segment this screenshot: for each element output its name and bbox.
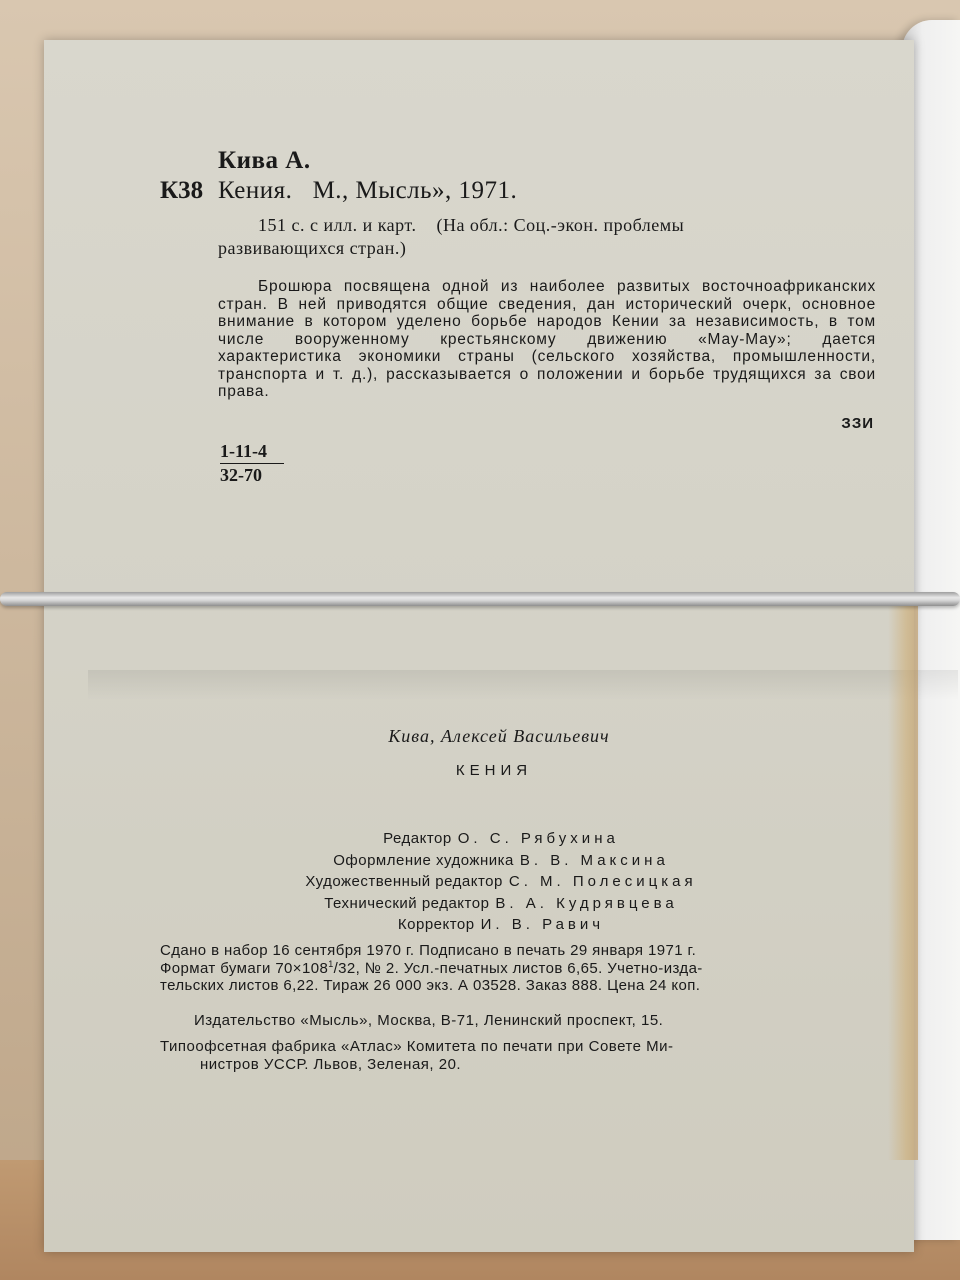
card-abstract: Брошюра посвящена одной из наиболее развитых восточноафриканских стран. В ней приводятся общие сведения, дан исторический очерк, основное внимание в котором уделено борьбе народов Кении за независимость, в том числе вооруженному крестьянскому движению «Мау-Мау»; дается характеристика экономики страны (сельского хозяйства, промышленности, транспорта и т. д.), рассказывается о положении и борьбе трудящихся за свои права. bbox=[218, 278, 876, 400]
print-line-3: тельских листов 6,22. Тираж 26 000 экз. А 03528. Заказ 888. Цена 24 коп. bbox=[160, 977, 701, 994]
credit-role: Художественный редактор bbox=[305, 873, 503, 890]
credit-person: С. М. Полесицкая bbox=[508, 873, 697, 890]
print-line-2b: /32, № 2. Усл.-печатных листов 6,65. Учетно-изда- bbox=[333, 959, 703, 977]
card-bbk-code: ЗЗИ bbox=[841, 415, 874, 432]
card-index-top: 1-11-4 bbox=[220, 440, 284, 464]
card-classification-code: К38 bbox=[160, 177, 204, 204]
credit-person: В. А. Кудрявцева bbox=[495, 894, 678, 912]
card-index-number bbox=[220, 440, 284, 486]
credit-role: Технический редактор bbox=[324, 894, 490, 912]
credit-role: Корректор bbox=[397, 916, 475, 933]
credit-role: Редактор bbox=[383, 830, 452, 847]
card-series-note-cont: развивающихся стран.) bbox=[218, 238, 407, 258]
binding-thread bbox=[0, 592, 960, 606]
card-series-note: (На обл.: Соц.-экон. проблемы bbox=[436, 215, 685, 235]
imprint-publisher: Издательство «Мысль», Москва, В-71, Ленинский проспект, 15. bbox=[194, 1012, 664, 1029]
credit-person: О. С. Рябухина bbox=[457, 830, 619, 847]
credit-proofreader bbox=[44, 914, 914, 936]
credit-person: В. В. Максина bbox=[519, 851, 669, 869]
credit-art-editor bbox=[44, 871, 914, 893]
credit-design bbox=[44, 850, 914, 872]
card-author: Кива А. bbox=[218, 147, 311, 174]
page-fold-shadow bbox=[88, 670, 958, 700]
credit-person: И. В. Равич bbox=[480, 916, 605, 933]
print-line-1: Сдано в набор 16 сентября 1970 г. Подписано в печать 29 января 1971 г. bbox=[160, 942, 697, 959]
credit-editor bbox=[44, 828, 914, 850]
imprint-author: Кива, Алексей Васильевич bbox=[388, 726, 610, 746]
book-page bbox=[44, 40, 914, 1252]
card-title: Кения. bbox=[218, 177, 293, 204]
credit-role: Оформление художника bbox=[333, 851, 514, 869]
card-description bbox=[258, 215, 684, 236]
imprint-printing-house bbox=[160, 1038, 860, 1074]
imprint-credits bbox=[44, 828, 914, 936]
imprint-title: КЕНИЯ bbox=[455, 762, 533, 779]
card-publisher-year: М., Мысль», 1971. bbox=[312, 177, 518, 204]
card-index-bottom: 32-70 bbox=[220, 465, 262, 485]
card-title-line bbox=[218, 177, 517, 205]
credit-tech-editor bbox=[44, 893, 914, 915]
imprint-print-details bbox=[160, 942, 860, 995]
typography-line-1: Типоофсетная фабрика «Атлас» Комитета по печати при Совете Ми- bbox=[160, 1038, 674, 1055]
print-line-2a: Формат бумаги 70×108 bbox=[160, 959, 329, 977]
typography-line-2: нистров УССР. Львов, Зеленая, 20. bbox=[200, 1056, 462, 1073]
print-line-2-sup: 1 bbox=[328, 958, 334, 969]
card-pages: 151 с. с илл. и карт. bbox=[258, 215, 417, 235]
